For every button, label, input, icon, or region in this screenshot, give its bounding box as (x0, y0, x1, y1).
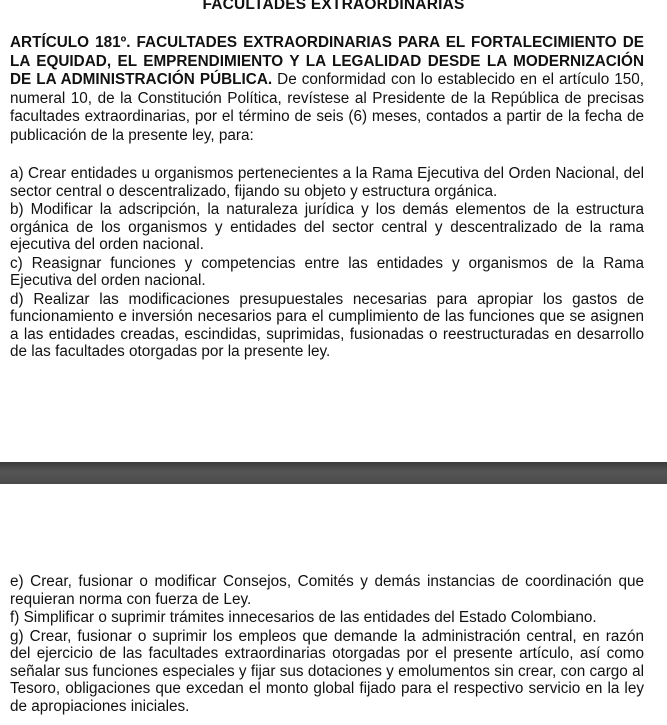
article-heading: ARTÍCULO 181º. FACULTADES EXTRAORDINARIAS PARA EL FORTALECIMIENTO DE LA EQUIDAD, EL EMPRENDIMIENTO Y LA LEGALIDAD DESDE LA MODERNIZACIÓN DE LA ADMINISTRACIÓN PÚBLICA. (10, 34, 644, 88)
list-item-f: f) Simplificar o suprimir trámites innecesarios de las entidades del Estado Colombiano. (10, 609, 597, 626)
article-intro: De conformidad con lo establecido en el artículo 150, numeral 10, de la Constitución Política, revístese al Presidente de la República de precisas facultades extraordinarias, por el término de seis (6) meses, contados a partir de la fecha de publicación de la presente ley, para: (10, 71, 645, 144)
page-break-divider (0, 462, 667, 484)
article-paragraph (10, 34, 644, 145)
list-item-b: b) Modificar la adscripción, la naturaleza jurídica y los demás elementos de la estructura orgánica de los organismos y entidades del sector central y descentralizado de la rama ejecutiva del orden nacional. (10, 201, 644, 253)
list-item-d: d) Realizar las modificaciones presupuestales necesarias para apropiar los gastos de funcionamiento e inversión necesarios para el cumplimiento de las funciones que se asignen a las entidades creadas, escindidas, suprimidas, fusionadas o reestructuradas en desarrollo de las facultades otorgadas por la presente ley. (10, 290, 644, 360)
list-item-g: g) Crear, fusionar o suprimir los empleos que demande la administración central, en razón del ejercicio de las facultades extraordinarias otorgadas por el presente artículo, así como señalar sus funciones especiales y fijar sus dotaciones y emolumentos sin crear, con cargo al Tesoro, obligaciones que excedan el monto global fijado para el respectivo servicio en la ley de apropiaciones iniciales. (10, 627, 644, 715)
page-bottom (0, 484, 667, 725)
list-item-c: c) Reasignar funciones y competencias entre las entidades y organismos de la Rama Ejecutiva del orden nacional. (10, 254, 644, 289)
item-list-page2 (10, 573, 644, 716)
item-list-page1 (10, 165, 644, 362)
section-title: FACULTADES EXTRAORDINARIAS (202, 0, 465, 13)
list-item-e: e) Crear, fusionar o modificar Consejos, Comités y demás instancias de coordinación que requieran norma con fuerza de Ley. (10, 573, 644, 608)
list-item-a: a) Crear entidades u organismos pertenecientes a la Rama Ejecutiva del Orden Nacional, del sector central o descentralizado, fijando su objeto y estructura orgánica. (10, 165, 644, 200)
